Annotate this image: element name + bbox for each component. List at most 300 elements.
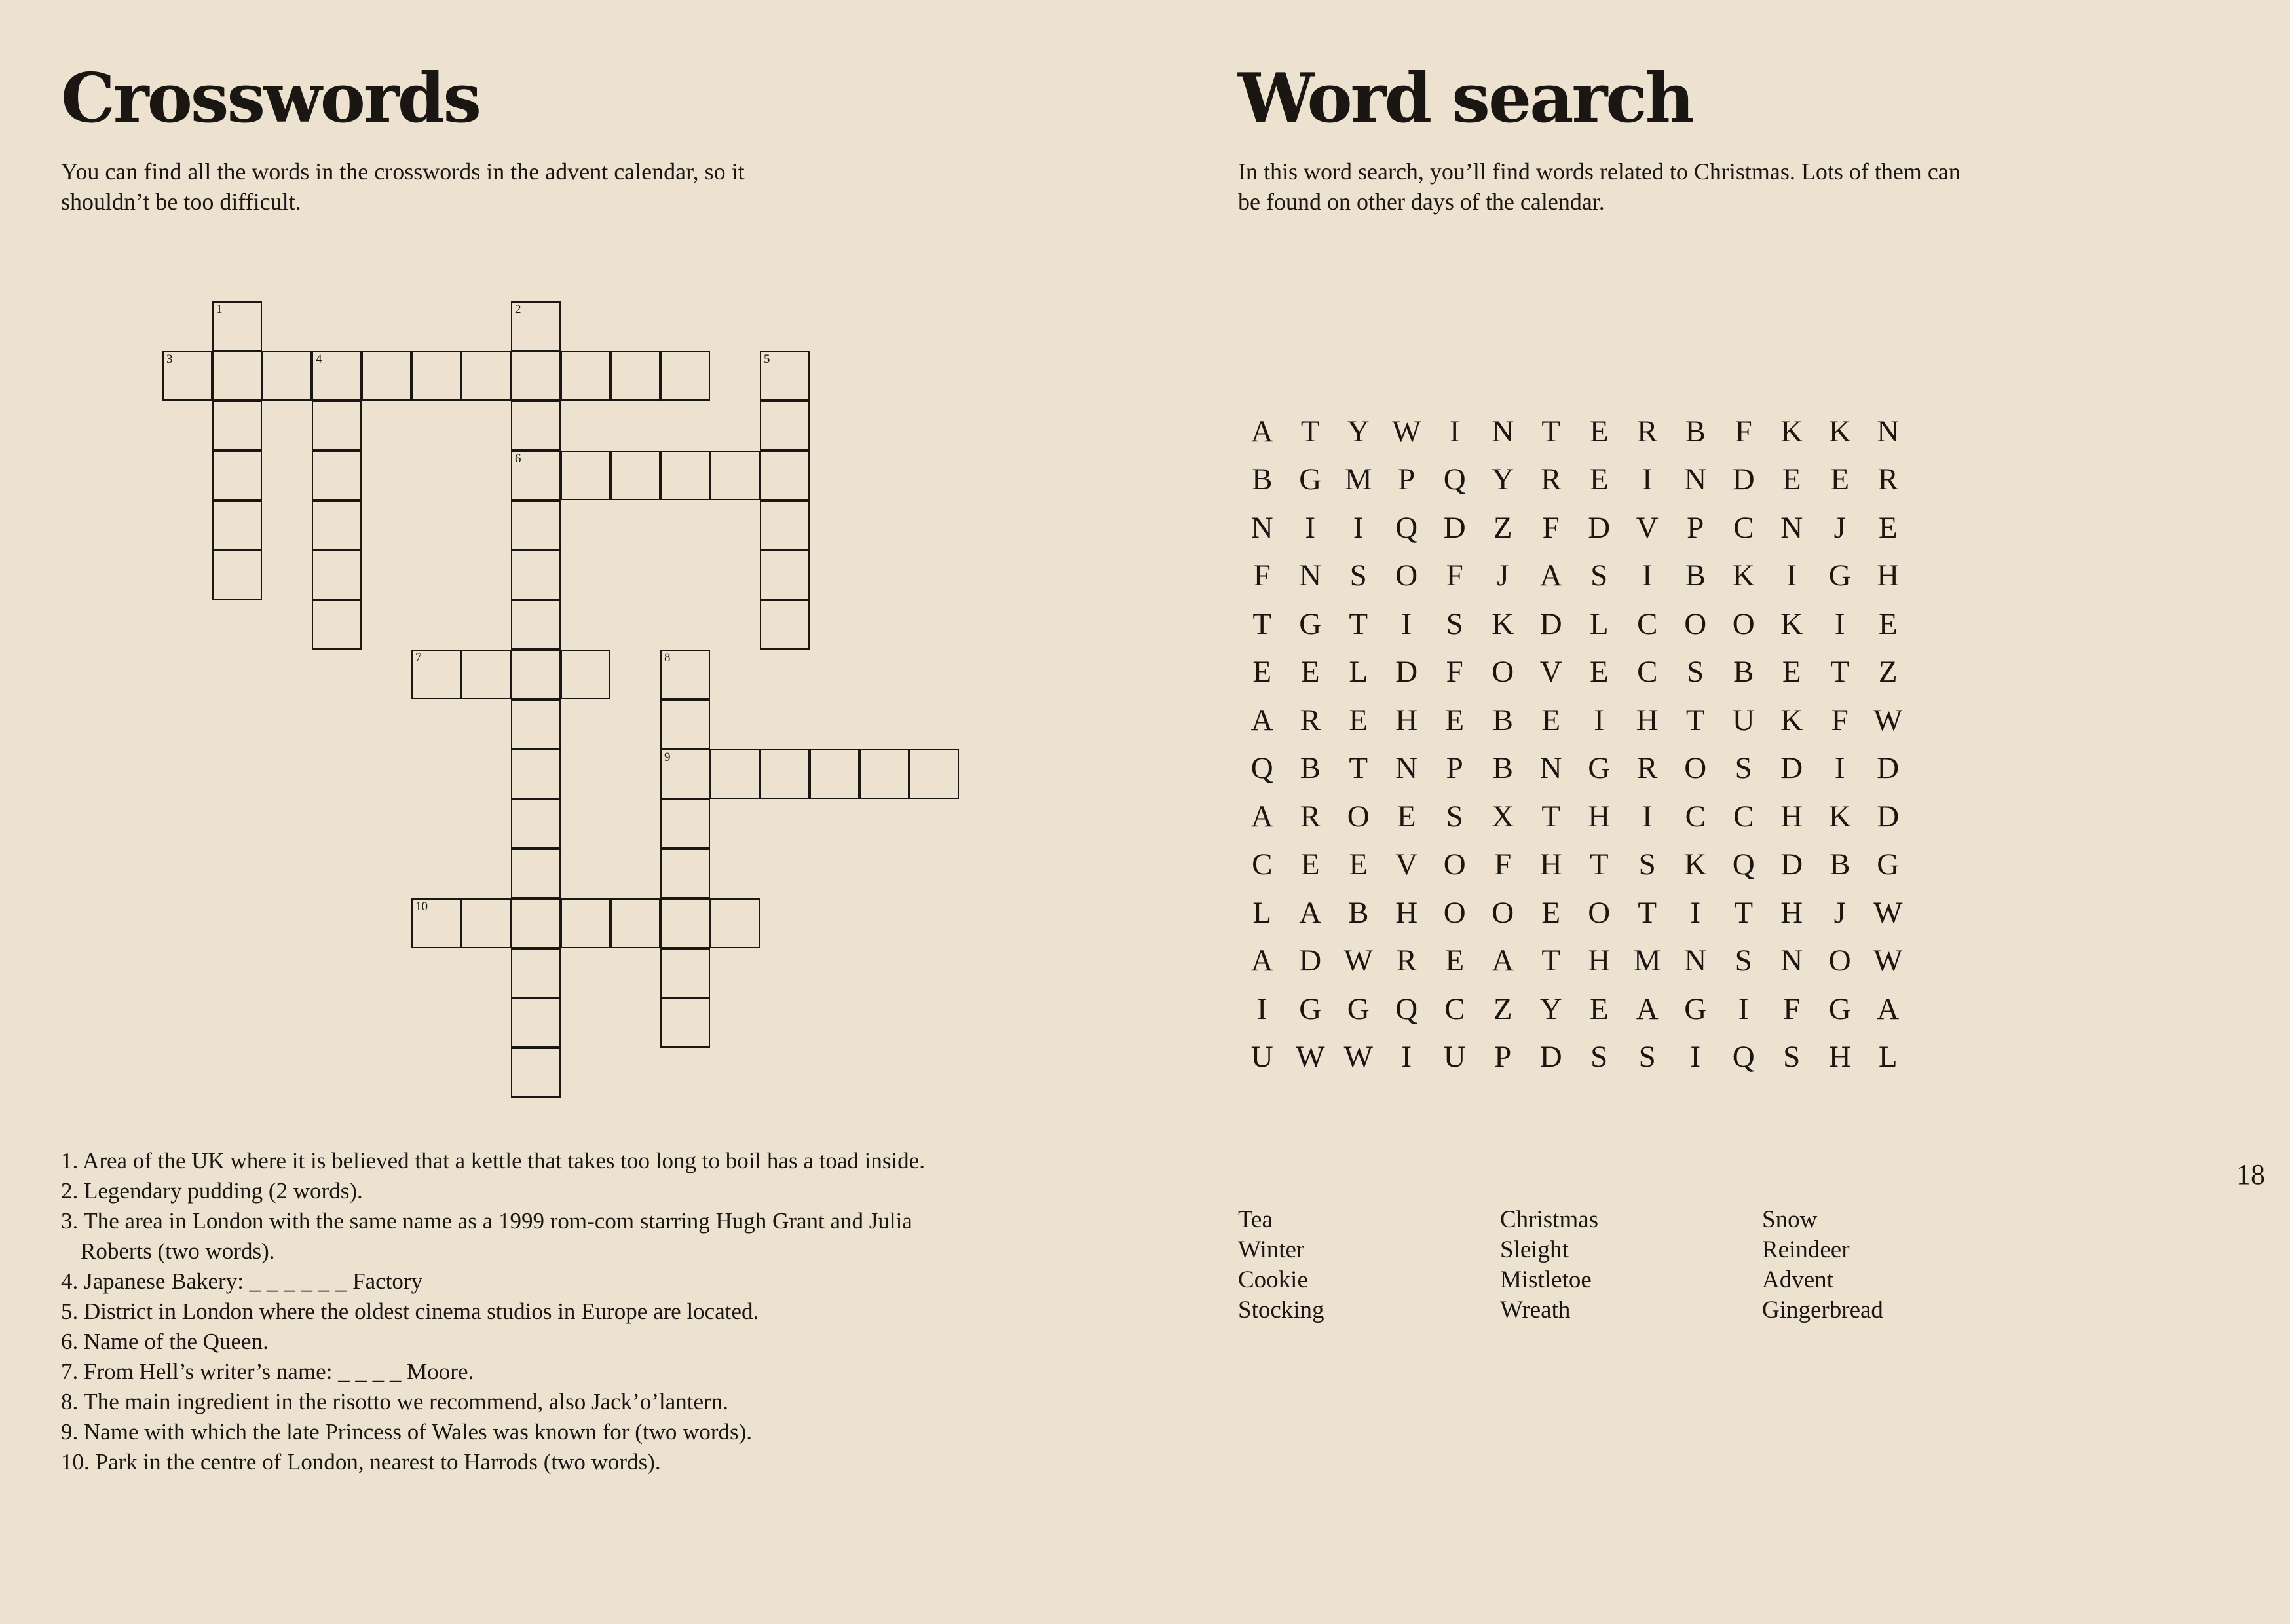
grid-letter: C [1733, 510, 1754, 545]
grid-letter: R [1300, 799, 1321, 834]
word-list-item: Gingerbread [1762, 1297, 1883, 1323]
crossword-cell[interactable] [511, 948, 561, 998]
grid-letter: C [1444, 991, 1465, 1026]
crossword-cell[interactable] [411, 650, 461, 699]
grid-letter: I [1642, 462, 1653, 497]
grid-letter: S [1687, 655, 1704, 690]
grid-letter: R [1637, 414, 1658, 449]
grid-letter: O [1588, 895, 1611, 930]
grid-letter: T [1300, 414, 1320, 449]
grid-letter: I [1642, 799, 1653, 834]
grid-letter: Y [1492, 462, 1514, 497]
grid-letter: S [1638, 1040, 1656, 1075]
crossword-cell[interactable] [660, 451, 710, 500]
grid-letter: R [1396, 944, 1417, 978]
grid-letter: A [1877, 991, 1900, 1026]
crossword-cell[interactable] [461, 898, 511, 948]
crossword-cell[interactable] [660, 799, 710, 849]
grid-letter: A [1539, 559, 1562, 593]
grid-letter: W [1343, 1040, 1373, 1075]
grid-letter: E [1349, 703, 1368, 737]
grid-letter: K [1828, 414, 1851, 449]
grid-letter: I [1834, 751, 1845, 786]
crossword-cell[interactable] [859, 749, 909, 799]
crossword-cell[interactable] [810, 749, 859, 799]
grid-letter: I [1256, 991, 1267, 1026]
clue-number: 2 [515, 303, 521, 316]
grid-letter: D [1877, 799, 1900, 834]
grid-letter: O [1492, 655, 1514, 690]
grid-letter: B [1492, 703, 1513, 737]
grid-letter: S [1590, 1040, 1608, 1075]
grid-letter: F [1446, 559, 1463, 593]
grid-letter: C [1637, 606, 1658, 641]
crossword-cell[interactable] [212, 401, 262, 451]
grid-letter: T [1252, 606, 1272, 641]
clue-number: 8 [664, 651, 671, 665]
grid-letter: Q [1250, 751, 1273, 786]
grid-letter: K [1492, 606, 1514, 641]
crossword-cell[interactable] [262, 351, 312, 401]
word-list-item: Stocking [1238, 1297, 1324, 1323]
crossword-cell[interactable] [660, 998, 710, 1048]
grid-letter: N [1780, 944, 1803, 978]
grid-letter: G [1299, 462, 1322, 497]
clue-number: 6 [515, 452, 521, 466]
crossword-cell[interactable] [660, 650, 710, 699]
grid-letter: B [1492, 751, 1513, 786]
crossword-cell[interactable] [461, 650, 511, 699]
grid-letter: M [1633, 944, 1661, 978]
clue-item: 3. The area in London with the same name as a 1999 rom-com starring Hugh Grant and Julia Roberts (two words). [61, 1208, 912, 1264]
crossword-cell[interactable] [312, 500, 362, 550]
grid-letter: R [1877, 462, 1898, 497]
crossword-cell[interactable] [760, 749, 810, 799]
crossword-cell[interactable] [511, 699, 561, 749]
grid-letter: I [1834, 606, 1845, 641]
grid-letter: A [1492, 944, 1514, 978]
grid-letter: H [1780, 799, 1803, 834]
grid-letter: W [1343, 944, 1373, 978]
crossword-cell[interactable] [312, 550, 362, 600]
word-list-item: Christmas [1500, 1206, 1599, 1233]
clue-item: 6. Name of the Queen. [61, 1329, 269, 1354]
grid-letter: E [1589, 462, 1609, 497]
grid-letter: T [1830, 655, 1850, 690]
grid-letter: U [1250, 1040, 1273, 1075]
crosswords-title: Crosswords [61, 58, 479, 138]
crossword-cell[interactable] [561, 650, 610, 699]
grid-letter: N [1492, 414, 1514, 449]
grid-letter: Y [1347, 414, 1370, 449]
grid-letter: S [1783, 1040, 1801, 1075]
grid-letter: T [1541, 414, 1561, 449]
grid-letter: H [1877, 559, 1900, 593]
word-search-word-list [1238, 1205, 1959, 1325]
grid-letter: D [1877, 751, 1900, 786]
crossword-cell[interactable] [760, 351, 810, 401]
grid-letter: I [1449, 414, 1460, 449]
word-list-item: Wreath [1500, 1297, 1571, 1323]
grid-letter: G [1299, 991, 1322, 1026]
grid-letter: F [1446, 655, 1463, 690]
word-list-item: Mistletoe [1500, 1266, 1592, 1293]
grid-letter: S [1735, 944, 1752, 978]
grid-letter: K [1684, 847, 1707, 882]
grid-letter: D [1539, 1040, 1562, 1075]
grid-letter: E [1300, 655, 1320, 690]
grid-letter: L [1252, 895, 1272, 930]
grid-letter: T [1349, 606, 1368, 641]
grid-letter: C [1252, 847, 1273, 882]
word-list-item: Cookie [1238, 1266, 1308, 1293]
crossword-cell[interactable] [610, 451, 660, 500]
clue-number: 9 [664, 750, 671, 764]
grid-letter: E [1541, 895, 1561, 930]
grid-letter: V [1636, 510, 1659, 545]
grid-letter: G [1588, 751, 1611, 786]
grid-letter: G [1684, 991, 1707, 1026]
grid-letter: C [1685, 799, 1706, 834]
grid-letter: V [1395, 847, 1418, 882]
grid-letter: F [1253, 559, 1271, 593]
word-list-item: Snow [1762, 1206, 1818, 1233]
crossword-cell[interactable] [760, 500, 810, 550]
grid-letter: P [1687, 510, 1704, 545]
grid-letter: N [1299, 559, 1322, 593]
grid-letter: H [1780, 895, 1803, 930]
crossword-cell[interactable] [660, 351, 710, 401]
grid-letter: E [1589, 991, 1609, 1026]
crossword-cell[interactable] [660, 898, 710, 948]
grid-letter: H [1636, 703, 1659, 737]
grid-letter: B [1830, 847, 1850, 882]
grid-letter: Q [1732, 1040, 1755, 1075]
crossword-cell[interactable] [909, 749, 959, 799]
crossword-cell[interactable] [511, 301, 561, 351]
crossword-cell[interactable] [461, 351, 511, 401]
grid-letter: B [1252, 462, 1273, 497]
grid-letter: T [1541, 799, 1561, 834]
grid-letter: Q [1395, 991, 1418, 1026]
grid-letter: E [1445, 703, 1465, 737]
crossword-cell[interactable] [660, 948, 710, 998]
crossword-cell[interactable] [660, 699, 710, 749]
grid-letter: E [1878, 510, 1898, 545]
grid-letter: A [1250, 703, 1273, 737]
grid-letter: K [1780, 414, 1803, 449]
clue-number: 7 [415, 651, 422, 665]
grid-letter: H [1588, 944, 1611, 978]
crossword-cell[interactable] [511, 451, 561, 500]
grid-letter: Y [1539, 991, 1562, 1026]
crossword-cell[interactable] [162, 351, 212, 401]
grid-letter: W [1873, 944, 1903, 978]
grid-letter: D [1780, 847, 1803, 882]
grid-letter: K [1828, 799, 1851, 834]
grid-letter: I [1642, 559, 1653, 593]
grid-letter: L [1349, 655, 1368, 690]
grid-letter: N [1539, 751, 1562, 786]
clue-number: 4 [316, 352, 322, 366]
crossword-cell[interactable] [212, 301, 262, 351]
crossword-cell[interactable] [411, 351, 461, 401]
grid-letter: Q [1395, 510, 1418, 545]
crossword-cell[interactable] [312, 451, 362, 500]
grid-letter: Q [1732, 847, 1755, 882]
grid-letter: E [1300, 847, 1320, 882]
grid-letter: H [1539, 847, 1562, 882]
grid-letter: W [1873, 895, 1903, 930]
crossword-cell[interactable] [610, 898, 660, 948]
grid-letter: B [1733, 655, 1754, 690]
grid-letter: W [1873, 703, 1903, 737]
clue-number: 5 [764, 352, 770, 366]
grid-letter: W [1392, 414, 1421, 449]
crossword-cell[interactable] [660, 749, 710, 799]
grid-letter: Z [1493, 991, 1512, 1026]
grid-letter: G [1299, 606, 1322, 641]
grid-letter: D [1588, 510, 1611, 545]
grid-letter: H [1395, 703, 1418, 737]
grid-letter: D [1539, 606, 1562, 641]
grid-letter: P [1446, 751, 1463, 786]
grid-letter: E [1589, 655, 1609, 690]
grid-letter: I [1738, 991, 1749, 1026]
clue-number: 10 [415, 900, 428, 913]
grid-letter: T [1734, 895, 1754, 930]
word-search-grid [1238, 407, 1912, 1081]
crossword-cell[interactable] [660, 849, 710, 898]
grid-letter: X [1492, 799, 1514, 834]
grid-letter: I [1690, 1040, 1701, 1075]
grid-letter: S [1446, 799, 1463, 834]
grid-letter: B [1685, 414, 1706, 449]
grid-letter: G [1347, 991, 1370, 1026]
grid-letter: N [1684, 944, 1707, 978]
crossword-cell[interactable] [511, 998, 561, 1048]
grid-letter: S [1638, 847, 1656, 882]
grid-letter: C [1733, 799, 1754, 834]
grid-letter: Z [1878, 655, 1898, 690]
grid-letter: G [1828, 991, 1851, 1026]
crossword-cell[interactable] [561, 451, 610, 500]
grid-letter: V [1539, 655, 1562, 690]
grid-letter: E [1445, 944, 1465, 978]
grid-letter: Q [1443, 462, 1466, 497]
grid-letter: D [1299, 944, 1322, 978]
grid-letter: F [1542, 510, 1560, 545]
grid-letter: O [1347, 799, 1370, 834]
grid-letter: O [1828, 944, 1851, 978]
crossword-cell[interactable] [312, 600, 362, 650]
grid-letter: N [1877, 414, 1900, 449]
grid-letter: D [1395, 655, 1418, 690]
crossword-cell[interactable] [511, 650, 561, 699]
grid-letter: B [1685, 559, 1706, 593]
crossword-cell[interactable] [710, 898, 760, 948]
grid-letter: S [1349, 559, 1367, 593]
grid-letter: Z [1493, 510, 1512, 545]
clue-item: 4. Japanese Bakery: _ _ _ _ _ _ Factory [61, 1268, 423, 1294]
grid-letter: A [1250, 799, 1273, 834]
crossword-cell[interactable] [312, 401, 362, 451]
crossword-cell[interactable] [760, 451, 810, 500]
grid-letter: R [1300, 703, 1321, 737]
clue-item: 7. From Hell’s writer’s name: _ _ _ _ Moore. [61, 1359, 474, 1384]
grid-letter: F [1783, 991, 1801, 1026]
crosswords-intro: You can find all the words in the crosswords in the advent calendar, so it shouldn’t be too difficult. [61, 158, 745, 215]
crossword-cell[interactable] [411, 898, 461, 948]
grid-letter: N [1684, 462, 1707, 497]
grid-letter: I [1786, 559, 1797, 593]
clue-number: 1 [216, 303, 223, 316]
grid-letter: W [1296, 1040, 1325, 1075]
grid-letter: A [1250, 944, 1273, 978]
crossword-cell[interactable] [561, 351, 610, 401]
grid-letter: O [1395, 559, 1418, 593]
grid-letter: E [1830, 462, 1850, 497]
crossword-cell[interactable] [312, 351, 362, 401]
grid-letter: O [1443, 847, 1466, 882]
grid-letter: D [1443, 510, 1466, 545]
grid-letter: B [1300, 751, 1321, 786]
grid-letter: E [1397, 799, 1416, 834]
grid-letter: N [1250, 510, 1273, 545]
grid-letter: M [1344, 462, 1372, 497]
grid-letter: T [1589, 847, 1609, 882]
grid-letter: H [1588, 799, 1611, 834]
grid-letter: L [1589, 606, 1609, 641]
word-search-title: Word search [1238, 58, 1693, 138]
crossword-clues [61, 1146, 932, 1477]
grid-letter: O [1684, 606, 1707, 641]
crossword-cell[interactable] [212, 451, 262, 500]
grid-letter: I [1594, 703, 1605, 737]
grid-letter: H [1395, 895, 1418, 930]
grid-letter: I [1401, 1040, 1412, 1075]
grid-letter: O [1732, 606, 1755, 641]
grid-letter: S [1446, 606, 1463, 641]
grid-letter: L [1878, 1040, 1898, 1075]
grid-letter: A [1299, 895, 1322, 930]
grid-letter: N [1395, 751, 1418, 786]
clue-item: 2. Legendary pudding (2 words). [61, 1178, 363, 1204]
grid-letter: A [1636, 991, 1659, 1026]
grid-letter: F [1735, 414, 1752, 449]
crossword-cell[interactable] [610, 351, 660, 401]
crossword-cell[interactable] [710, 749, 760, 799]
grid-letter: P [1494, 1040, 1512, 1075]
grid-letter: E [1782, 655, 1801, 690]
grid-letter: T [1541, 944, 1561, 978]
crossword-cell[interactable] [212, 550, 262, 600]
grid-letter: F [1494, 847, 1512, 882]
grid-letter: P [1398, 462, 1416, 497]
grid-letter: A [1250, 414, 1273, 449]
grid-letter: E [1541, 703, 1561, 737]
grid-letter: R [1541, 462, 1562, 497]
grid-letter: E [1349, 847, 1368, 882]
crossword-cell[interactable] [511, 401, 561, 451]
grid-letter: S [1735, 751, 1752, 786]
word-list-item: Winter [1238, 1236, 1305, 1263]
crossword-grid [162, 301, 963, 1100]
grid-letter: T [1685, 703, 1705, 737]
crossword-cell[interactable] [511, 600, 561, 650]
grid-letter: S [1590, 559, 1608, 593]
crossword-cell[interactable] [511, 799, 561, 849]
word-list-item: Reindeer [1762, 1236, 1850, 1263]
crossword-cell[interactable] [760, 600, 810, 650]
grid-letter: J [1833, 510, 1846, 545]
grid-letter: J [1497, 559, 1509, 593]
page-number: 18 [2236, 1158, 2265, 1190]
grid-letter: H [1828, 1040, 1851, 1075]
crossword-cell[interactable] [511, 898, 561, 948]
grid-letter: K [1780, 606, 1803, 641]
grid-letter: O [1492, 895, 1514, 930]
crossword-cell[interactable] [511, 500, 561, 550]
crossword-cell[interactable] [760, 401, 810, 451]
grid-letter: I [1305, 510, 1316, 545]
grid-letter: B [1348, 895, 1369, 930]
crossword-cell[interactable] [511, 351, 561, 401]
crossword-cell[interactable] [710, 451, 760, 500]
crossword-cell[interactable] [561, 898, 610, 948]
grid-letter: K [1780, 703, 1803, 737]
crossword-cell[interactable] [760, 550, 810, 600]
word-search-intro: In this word search, you’ll find words related to Christmas. Lots of them can be found on other days of the calendar. [1238, 158, 1961, 215]
grid-letter: E [1878, 606, 1898, 641]
crossword-cell[interactable] [511, 1048, 561, 1098]
grid-letter: T [1638, 895, 1657, 930]
grid-letter: G [1877, 847, 1900, 882]
grid-letter: C [1637, 655, 1658, 690]
crossword-cell[interactable] [362, 351, 411, 401]
grid-letter: G [1828, 559, 1851, 593]
crossword-cell[interactable] [511, 849, 561, 898]
clue-item: 5. District in London where the oldest cinema studios in Europe are located. [61, 1299, 759, 1324]
grid-letter: E [1252, 655, 1272, 690]
clue-item: 8. The main ingredient in the risotto we recommend, also Jack’o’lantern. [61, 1389, 728, 1414]
crossword-cell[interactable] [212, 500, 262, 550]
crossword-cell[interactable] [511, 550, 561, 600]
clue-number: 3 [166, 352, 173, 366]
grid-letter: F [1831, 703, 1849, 737]
grid-letter: N [1780, 510, 1803, 545]
grid-letter: U [1443, 1040, 1466, 1075]
word-list-item: Advent [1762, 1266, 1833, 1293]
grid-letter: D [1732, 462, 1755, 497]
clue-item: 1. Area of the UK where it is believed that a kettle that takes too long to boil has a toad inside. [61, 1148, 925, 1173]
grid-letter: E [1589, 414, 1609, 449]
word-list-item: Tea [1238, 1206, 1273, 1233]
grid-letter: R [1637, 751, 1658, 786]
grid-letter: T [1349, 751, 1368, 786]
crossword-cell[interactable] [511, 749, 561, 799]
grid-letter: D [1780, 751, 1803, 786]
clue-item: 10. Park in the centre of London, nearest to Harrods (two words). [61, 1449, 661, 1475]
crossword-cell[interactable] [212, 351, 262, 401]
grid-letter: J [1833, 895, 1846, 930]
grid-letter: K [1732, 559, 1755, 593]
grid-letter: I [1401, 606, 1412, 641]
grid-letter: E [1782, 462, 1801, 497]
grid-letter: O [1443, 895, 1466, 930]
grid-letter: U [1732, 703, 1755, 737]
grid-letter: I [1353, 510, 1364, 545]
